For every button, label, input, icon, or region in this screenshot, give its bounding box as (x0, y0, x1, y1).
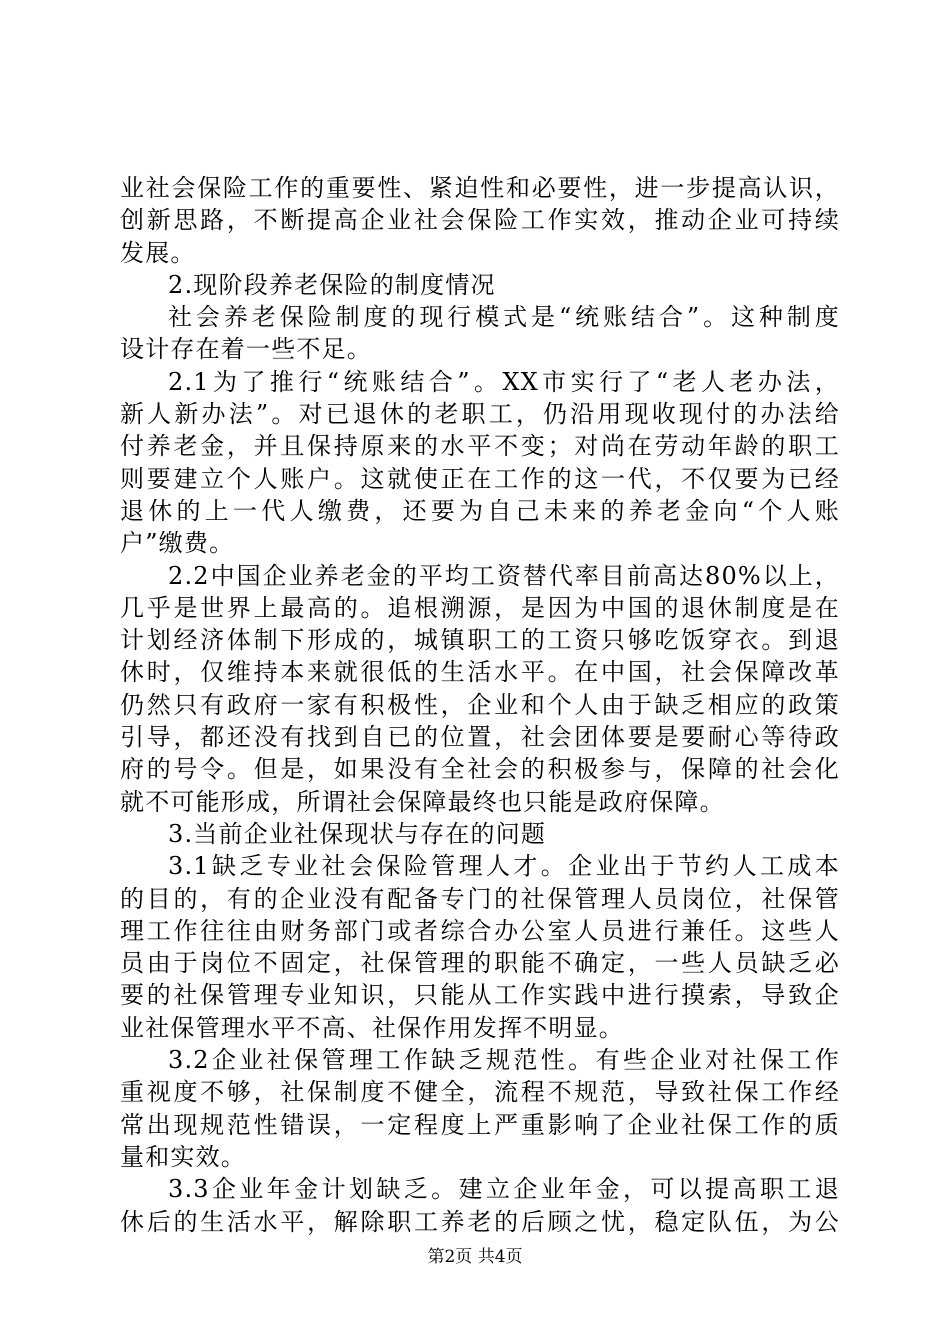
text-line: 社会养老保险制度的现行模式是“统账结合”。这种制度 (168, 303, 840, 332)
text-line: 员由于岗位不固定，社保管理的职能不确定，一些人员缺乏必 (120, 949, 840, 978)
text-line: 休时，仅维持本来就很低的生活水平。在中国，社会保障改革 (120, 658, 840, 687)
page-footer (0, 1245, 950, 1269)
section-heading: 2.现阶段养老保险的制度情况 (168, 270, 496, 299)
text-line: 几乎是世界上最高的。追根溯源，是因为中国的退休制度是在 (120, 593, 840, 622)
text-line: 就不可能形成，所谓社会保障最终也只能是政府保障。 (120, 787, 725, 816)
text-line: 计划经济体制下形成的，城镇职工的工资只够吃饭穿衣。到退 (120, 626, 840, 655)
text-line: 理工作往往由财务部门或者综合办公室人员进行兼任。这些人 (120, 916, 840, 945)
text-line: 要的社保管理专业知识，只能从工作实践中进行摸索，导致企 (120, 981, 840, 1010)
document-body (120, 172, 840, 1238)
text-line: 引导，都还没有找到自已的位置，社会团体要是要耐心等待政 (120, 723, 840, 752)
text-line: 发展。 (120, 238, 196, 267)
page-number: 第2页 共4页 (427, 1247, 523, 1267)
text-line: 2.2中国企业养老金的平均工资替代率目前高达80%以上， (168, 561, 840, 590)
text-line: 业社保管理水平不高、社保作用发挥不明显。 (120, 1013, 624, 1042)
text-line: 量和实效。 (120, 1142, 246, 1171)
text-line: 3.2企业社保管理工作缺乏规范性。有些企业对社保工作 (168, 1046, 840, 1075)
text-line: 3.3企业年金计划缺乏。建立企业年金，可以提高职工退 (168, 1175, 840, 1204)
text-line: 则要建立个人账户。这就使正在工作的这一代，不仅要为已经 (120, 464, 840, 493)
text-line: 府的号令。但是，如果没有全社会的积极参与，保障的社会化 (120, 755, 840, 784)
text-line: 休后的生活水平，解除职工养老的后顾之忧，稳定队伍，为公 (120, 1207, 840, 1236)
text-line: 付养老金，并且保持原来的水平不变；对尚在劳动年龄的职工 (120, 432, 840, 461)
text-line: 2.1为了推行“统账结合”。XX市实行了“老人老办法， (168, 367, 840, 396)
text-line: 常出现规范性错误，一定程度上严重影响了企业社保工作的质 (120, 1110, 840, 1139)
text-line: 重视度不够，社保制度不健全，流程不规范，导致社保工作经 (120, 1078, 840, 1107)
text-line: 新人新办法”。对已退休的老职工，仍沿用现收现付的办法给 (120, 400, 840, 429)
text-line: 的目的，有的企业没有配备专门的社保管理人员岗位，社保管 (120, 884, 840, 913)
text-line: 设计存在着一些不足。 (120, 335, 372, 364)
text-line: 仍然只有政府一家有积极性，企业和个人由于缺乏相应的政策 (120, 690, 840, 719)
section-heading: 3.当前企业社保现状与存在的问题 (168, 819, 547, 848)
text-line: 户”缴费。 (120, 529, 235, 558)
text-line: 退休的上一代人缴费，还要为自己未来的养老金向“个人账 (120, 496, 840, 525)
text-line: 业社会保险工作的重要性、紧迫性和必要性，进一步提高认识， (120, 174, 840, 202)
text-line: 3.1缺乏专业社会保险管理人才。企业出于节约人工成本 (168, 852, 840, 881)
text-line: 创新思路，不断提高企业社会保险工作实效，推动企业可持续 (120, 206, 840, 235)
